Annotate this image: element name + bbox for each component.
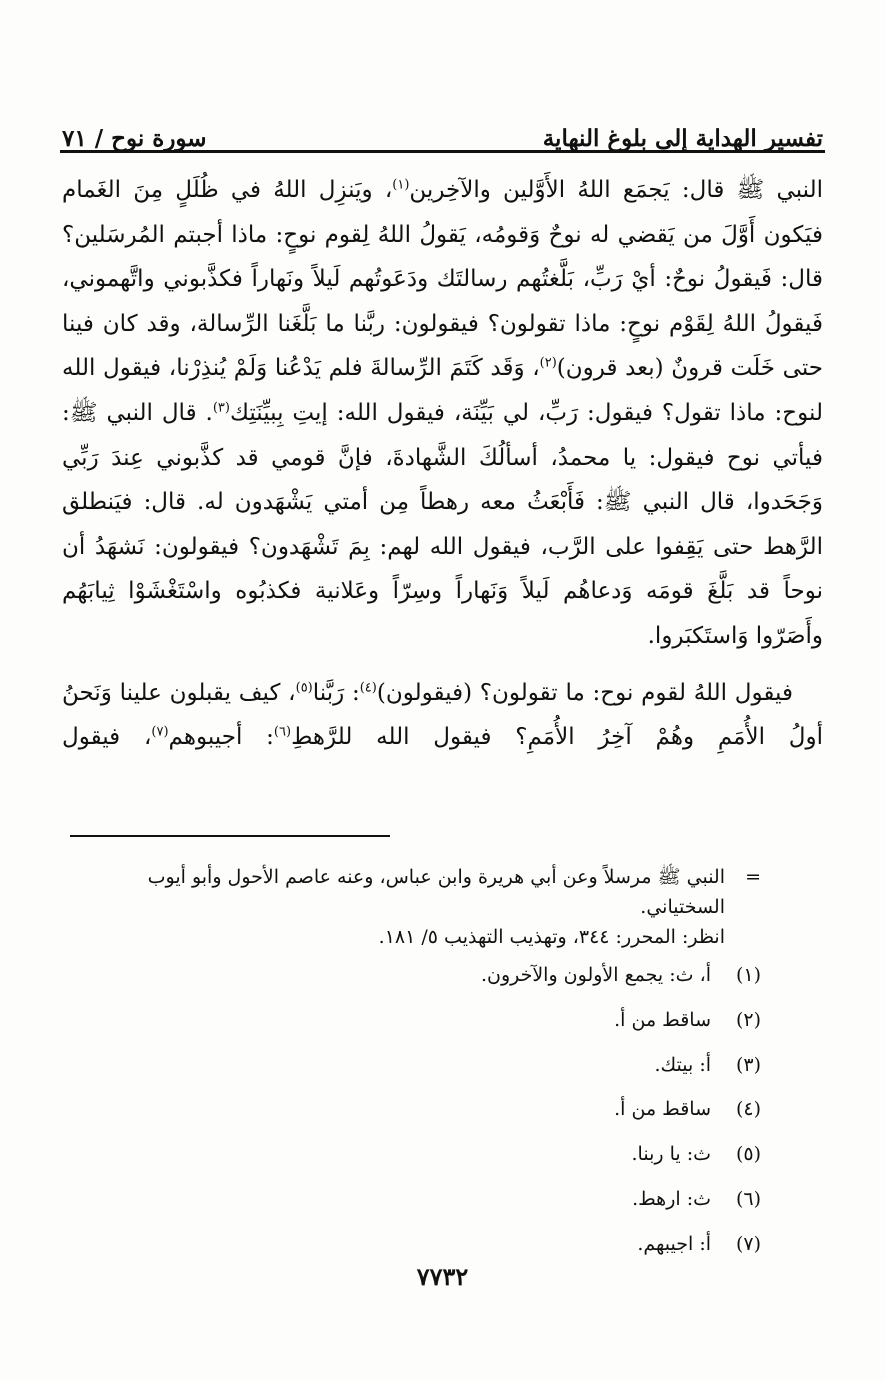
footnote-number: (٢) bbox=[735, 1008, 761, 1031]
text-segment: ، ويَنزِل اللهُ في ظُلَلٍ مِنَ الغَمام فيَكون أَوَّلَ من يَقضي له نوحٌ وَقومُه، يَقولُ اللهُ لِقوم نوحٍ: ماذا أجبتم المُرسَلين؟ قال: فَيقولُ نوحٌ: أيْ رَبِّ، بَلَّغتُهم رسالتَك ودَعَوتُهم لَيلاً ونَهاراً فكذَّبوني واتَّهموني، فَيقولُ اللهُ لِقَوْم نوحٍ: ماذا تقولون؟ فيقولون: ربَّنا ما بَلَّغَنا الرِّسالة، وقد كان فينا حتى خَلَت قرونٌ (بعد قرون) bbox=[62, 177, 823, 382]
text-segment: النبي ﷺ قال: يَجمَع اللهُ الأَوَّلين والآخِرين bbox=[409, 177, 823, 203]
footnote-number: (٤) bbox=[735, 1098, 761, 1121]
footnote-text: ث: يا ربنا. bbox=[631, 1143, 711, 1166]
footnote-number: (٦) bbox=[735, 1187, 761, 1210]
footnote-item bbox=[62, 1229, 761, 1259]
footnote-text: أ، ث: يجمع الأولون والآخرون. bbox=[480, 964, 711, 986]
text-segment: ، وَقَد كَتَمَ الرِّسالةَ فلم يَدْعُنا وَلَمْ يُنذِرْنا، فيقول الله لنوح: ماذا تقول؟ فيقول: رَبِّ، لي بَيِّنَة، فيقول الله: إيتِ بِبيِّنَتِك bbox=[62, 355, 823, 426]
footnote-item bbox=[62, 1005, 761, 1035]
footnote-item bbox=[62, 1094, 761, 1124]
page-number: ٧٧٣٢ bbox=[416, 1262, 469, 1291]
text-segment: ، كيف يقبلون علينا وَنَحنُ أولُ الأُمَمِ وهُمْ آخِرُ الأُمَمِ؟ فيقول الله للرَّهطِ bbox=[62, 679, 824, 751]
footnote-ref: (٧) bbox=[151, 724, 169, 740]
footnote-text: ث: ارهط. bbox=[632, 1187, 711, 1210]
footnote-separator bbox=[70, 835, 390, 837]
footnote-ref: (٢) bbox=[539, 355, 557, 371]
footnote-ref: (٣) bbox=[212, 400, 230, 416]
footnote-text: أ: بيتك. bbox=[654, 1053, 711, 1076]
book-title: تفسير الهداية إلى بلوغ النهاية bbox=[542, 125, 823, 152]
footnote-ref: (٥) bbox=[295, 679, 313, 695]
footnote-number: (٣) bbox=[735, 1053, 761, 1076]
paragraph bbox=[62, 671, 823, 760]
continuation-line: انظر: المحرر: ٣٤٤، وتهذيب التهذيب ٥/ ١٨١. bbox=[378, 926, 725, 948]
footnote-number: (١) bbox=[735, 964, 761, 986]
paragraph bbox=[62, 168, 823, 659]
footnote-item bbox=[62, 1139, 761, 1169]
footnote-text: أ: اجيبهم. bbox=[637, 1232, 711, 1255]
continuation-line: النبي ﷺ مرسلاً وعن أبي هريرة وابن عباس، وعنه عاصم الأحول وأبو أيوب السختياني. bbox=[147, 866, 725, 918]
footnote-text: ساقط من أ. bbox=[614, 1008, 711, 1031]
footnote-number: (٥) bbox=[735, 1143, 761, 1166]
text-segment: : رَبَّنا bbox=[312, 679, 360, 706]
text-segment: : أجيبوهم bbox=[168, 724, 274, 751]
footnote-ref: (١) bbox=[392, 177, 410, 193]
footnote-continuation bbox=[62, 862, 761, 952]
surah-label: سورة نوح / ٧١ bbox=[62, 125, 207, 152]
footnote-item bbox=[62, 1050, 761, 1080]
continuation-mark: = bbox=[745, 866, 761, 888]
footnote-item bbox=[62, 1184, 761, 1214]
text-segment: فيقول اللهُ لقوم نوح: ما تقولون؟ (فيقولون) bbox=[376, 679, 793, 706]
text-segment: ، فيقول bbox=[62, 724, 152, 751]
footnote-ref: (٤) bbox=[359, 679, 377, 695]
text-segment: . قال النبي ﷺ: فيأتي نوح فيقول: يا محمدُ، أسألُكَ الشَّهادةَ، فإنَّ قومي قد كذَّبوني عِندَ رَبِّي وَجَحَدوا، قال النبي ﷺ: فَأَبْعَثُ معه رهطاً مِن أمتي يَشْهَدون له. قال: فيَنطلق الرَّهط حتى يَقِفوا على الرَّب، فيقول الله لهم: بِمَ تَشْهَدون؟ فيقولون: نَشهَدُ أن نوحاً قد بَلَّغَ قومَه وَدعاهُم لَيلاً وَنَهاراً وسِرّاً وعَلانية فكذبُوه واسْتَغْشَوْا ثِيابَهُم وأَصَرّوا وَاستَكبَروا. bbox=[62, 399, 823, 649]
header-rule bbox=[60, 150, 825, 153]
footnote-ref: (٦) bbox=[273, 724, 292, 740]
footnotes bbox=[62, 862, 761, 1274]
main-text bbox=[62, 168, 823, 760]
footnote-number: (٧) bbox=[735, 1232, 761, 1255]
footnote-text: ساقط من أ. bbox=[614, 1098, 711, 1121]
running-header bbox=[62, 112, 823, 152]
footnote-item bbox=[62, 960, 761, 990]
